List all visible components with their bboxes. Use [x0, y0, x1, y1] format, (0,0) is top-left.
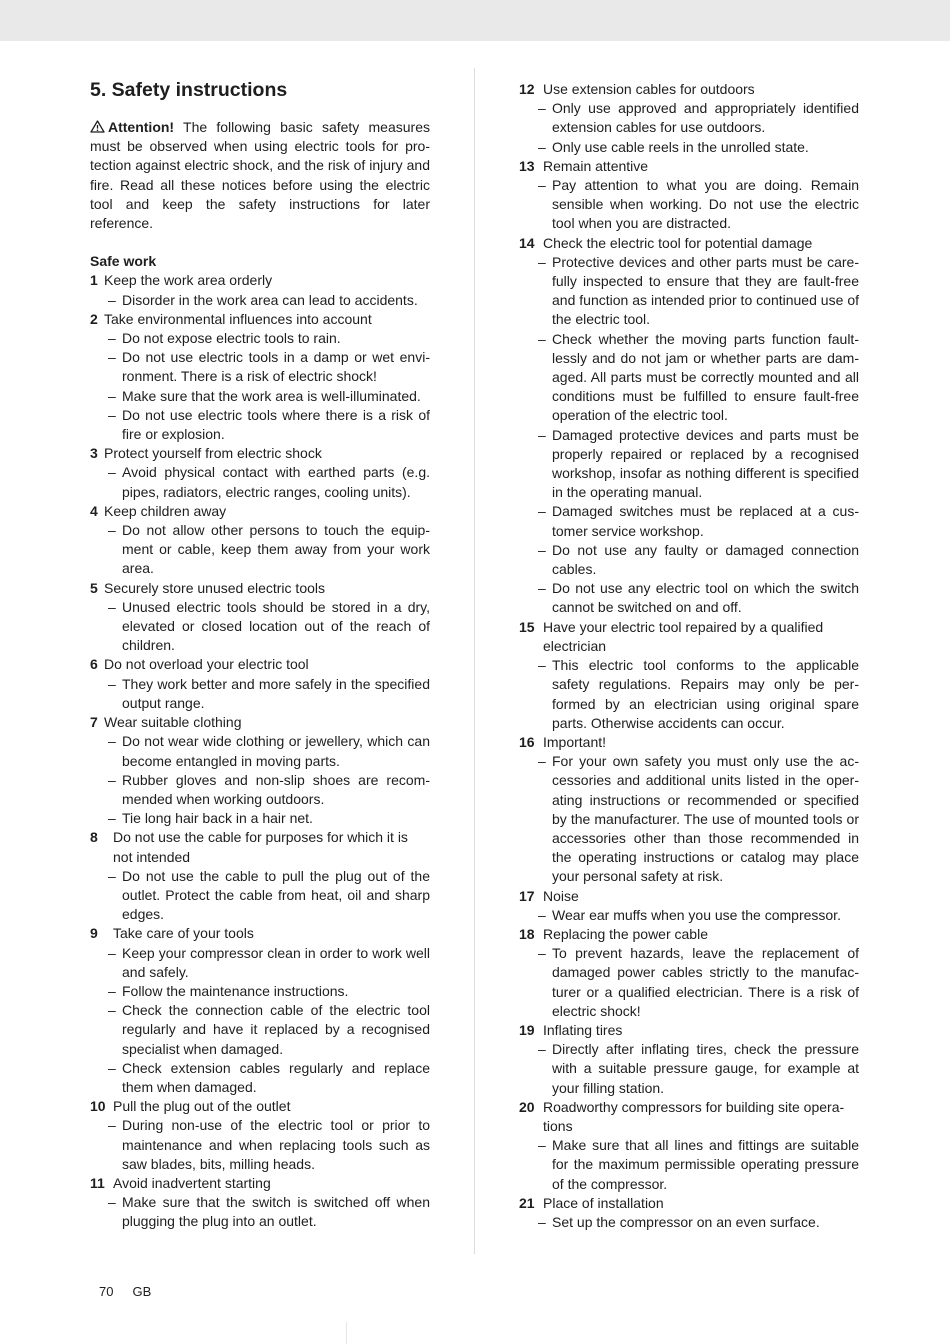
attention-paragraph	[90, 118, 430, 233]
instruction-title: Avoid inadvertent starting	[113, 1174, 271, 1191]
bullet-text: Tie long hair back in a hair net.	[122, 810, 313, 827]
bullet-dash: –	[538, 906, 546, 923]
bullet-item	[519, 1213, 859, 1232]
bullet-item	[519, 138, 859, 157]
instruction-item	[90, 579, 430, 656]
bullet-text: Follow the maintenance instructions.	[122, 982, 349, 999]
bullet-item	[519, 1040, 859, 1098]
instruction-item	[90, 502, 430, 579]
bullet-item	[90, 809, 430, 828]
instruction-item	[90, 655, 430, 713]
bullet-item	[90, 982, 430, 1001]
instruction-heading	[90, 310, 430, 329]
bullet-text: They work better and more safely in the specified output range.	[122, 675, 430, 711]
bullet-dash: –	[108, 522, 116, 539]
bullet-text: This electric tool conforms to the applicable safety regulations. Repairs may only be performed by an electrician using original spare parts. Otherwise accidents can occur.	[552, 657, 859, 731]
bullet-dash: –	[108, 387, 116, 404]
instruction-item	[90, 271, 430, 309]
bullet-text: Do not expose electric tools to rain.	[122, 330, 341, 347]
bullet-dash: –	[538, 138, 546, 155]
bullet-dash: –	[108, 771, 116, 788]
bullet-text: Do not use electric tools in a damp or wet environment. There is a risk of electric shock!	[122, 349, 430, 385]
bullet-dash: –	[538, 1041, 546, 1058]
bullet-item	[90, 675, 430, 713]
bullet-item	[519, 253, 859, 330]
page-footer	[99, 1284, 170, 1299]
instruction-title: Keep the work area orderly	[104, 272, 273, 289]
bullet-text: Make sure that all lines and fittings are suitable for the maximum permissible operating pressure of the compressor.	[552, 1137, 859, 1192]
bullet-text: Do not allow other persons to touch the equipment or cable, keep them away from your work area.	[122, 522, 430, 577]
bullet-text: Do not use the cable to pull the plug out of the outlet. Protect the cable from heat, oil and sharp edges.	[122, 867, 430, 923]
bullet-dash: –	[108, 349, 116, 366]
bullet-text: To prevent hazards, leave the replacement of damaged power cables strictly to the manufacturer or a qualified electrician. There is a risk of electric shock!	[552, 945, 859, 1019]
bullet-item	[519, 656, 859, 733]
instruction-heading	[90, 502, 430, 521]
instruction-item	[519, 618, 859, 733]
bullet-dash: –	[538, 657, 546, 674]
language-code: GB	[132, 1284, 152, 1299]
instruction-title: Have your electric tool repaired by a qualified electrician	[543, 618, 824, 654]
bullet-dash: –	[538, 753, 546, 770]
bullet-dash: –	[538, 1213, 546, 1230]
bullet-text: Only use approved and appropriately identified extension cables for use outdoors.	[552, 100, 859, 136]
instruction-number: 5	[90, 579, 98, 596]
bullet-item	[90, 291, 430, 310]
instruction-number: 15	[519, 618, 535, 635]
bullet-dash: –	[538, 503, 546, 520]
instruction-heading	[519, 1194, 859, 1213]
bullet-text: Wear ear muffs when you use the compressor.	[552, 906, 841, 923]
instruction-heading	[90, 924, 430, 943]
bullet-item	[90, 521, 430, 579]
bullet-text: Damaged switches must be replaced at a customer service workshop.	[552, 503, 859, 539]
instruction-heading	[519, 887, 859, 906]
bullet-dash: –	[108, 291, 116, 308]
instruction-title: Inflating tires	[543, 1021, 623, 1038]
bullet-dash: –	[538, 541, 546, 558]
bullet-dash: –	[108, 1117, 116, 1134]
instruction-item	[519, 1021, 859, 1098]
bullet-dash: –	[538, 330, 546, 347]
warning-icon	[90, 120, 105, 133]
bullet-text: Make sure that the work area is well-illuminated.	[122, 387, 421, 404]
instruction-heading	[90, 1174, 430, 1193]
bullet-text: Do not wear wide clothing or jewellery, which can become entangled in moving parts.	[122, 733, 430, 769]
instruction-number: 10	[90, 1098, 106, 1115]
right-column	[519, 80, 859, 1232]
instruction-number: 6	[90, 656, 98, 673]
instruction-number: 13	[519, 157, 535, 174]
instruction-number: 4	[90, 502, 98, 519]
bullet-item	[90, 732, 430, 770]
bullet-dash: –	[108, 810, 116, 827]
bullet-item	[90, 1193, 430, 1231]
bullet-item	[519, 579, 859, 617]
instruction-title: Securely store unused electric tools	[104, 579, 325, 596]
instruction-item	[519, 1194, 859, 1232]
instruction-number: 2	[90, 310, 98, 327]
instruction-title: Roadworthy compressors for building site operations	[543, 1098, 845, 1134]
bullet-dash: –	[108, 1059, 116, 1076]
instruction-title: Do not use the cable for purposes for which it is not intended	[113, 829, 408, 865]
bullet-item	[519, 1136, 859, 1194]
bullet-item	[90, 1001, 430, 1059]
bullet-text: Make sure that the switch is switched off when plugging the plug into an outlet.	[122, 1194, 430, 1230]
instruction-item	[519, 234, 859, 618]
subheading-safe-work: Safe work	[90, 253, 157, 270]
left-column	[90, 76, 430, 1232]
instruction-heading	[90, 1097, 430, 1116]
bullet-dash: –	[538, 1137, 546, 1154]
instruction-number: 20	[519, 1098, 535, 1115]
page-number: 70	[99, 1284, 114, 1299]
instruction-item	[90, 924, 430, 1097]
bullet-text: Set up the compressor on an even surface.	[552, 1213, 820, 1230]
bullet-text: Only use cable reels in the unrolled state.	[552, 138, 809, 155]
instruction-item	[90, 828, 430, 924]
instruction-heading	[90, 579, 430, 598]
instruction-heading	[519, 618, 859, 656]
instruction-heading	[90, 713, 430, 732]
instruction-title: Do not overload your electric tool	[104, 656, 309, 673]
bullet-item	[90, 771, 430, 809]
section-title: 5. Safety instructions	[90, 79, 288, 101]
instruction-number: 9	[90, 925, 98, 942]
bullet-text: Disorder in the work area can lead to accidents.	[122, 291, 418, 308]
bullet-dash: –	[108, 867, 116, 884]
instruction-heading	[519, 234, 859, 253]
bullet-item	[90, 463, 430, 501]
instruction-heading	[519, 733, 859, 752]
bullet-text: Unused electric tools should be stored in a dry, elevated or closed location out of the reach of children.	[122, 598, 430, 654]
bullet-item	[90, 1059, 430, 1097]
bullet-text: Do not use electric tools where there is a risk of fire or explosion.	[122, 406, 430, 443]
instruction-heading	[90, 271, 430, 290]
bullet-text: Avoid physical contact with earthed parts (e.g. pipes, radiators, electric ranges, cooling units).	[122, 464, 430, 500]
bullet-text: Keep your compressor clean in order to work well and safely.	[122, 944, 430, 980]
instruction-heading	[90, 828, 430, 866]
bullet-item	[519, 752, 859, 886]
bullet-dash: –	[538, 177, 546, 194]
instruction-heading	[90, 444, 430, 463]
bullet-text: Check the connection cable of the electric tool regularly and have it replaced by a recognised specialist when damaged.	[122, 1002, 430, 1057]
bullet-item	[519, 502, 859, 540]
bullet-text: Check whether the moving parts function faultlessly and do not jam or whether parts are damaged. All parts must be correctly mounted and all conditions must be fulfilled to ensure fault-free operation of the electric tool.	[552, 330, 859, 424]
instruction-item	[519, 80, 859, 157]
instruction-item	[90, 310, 430, 444]
bullet-text: Pay attention to what you are doing. Remain sensible when working. Do not use the electric tool when you are distracted.	[552, 177, 859, 232]
bullet-dash: –	[108, 1002, 116, 1019]
bullet-dash: –	[108, 464, 116, 481]
instruction-number: 8	[90, 829, 98, 846]
crop-mark	[346, 1322, 347, 1344]
bullet-item	[519, 330, 859, 426]
bullet-text: Check extension cables regularly and replace them when damaged.	[122, 1059, 430, 1095]
instruction-number: 3	[90, 445, 98, 462]
bullet-item	[90, 406, 430, 444]
instruction-title: Place of installation	[543, 1194, 664, 1211]
bullet-item	[519, 99, 859, 137]
bullet-dash: –	[538, 945, 546, 962]
instruction-heading	[519, 1098, 859, 1136]
instruction-title: Noise	[543, 887, 579, 904]
bullet-dash: –	[108, 598, 116, 615]
instruction-title: Keep children away	[104, 502, 227, 519]
column-divider	[474, 68, 475, 1254]
instruction-item	[90, 1174, 430, 1232]
bullet-text: During non-use of the electric tool or prior to maintenance and when replacing tools such as saw blades, bits, milling heads.	[122, 1117, 430, 1172]
right-instruction-list	[519, 80, 859, 1232]
bullet-text: Rubber gloves and non-slip shoes are recommended when working outdoors.	[122, 771, 430, 807]
bullet-item	[519, 176, 859, 234]
bullet-dash: –	[538, 100, 546, 117]
instruction-title: Take environmental influences into account	[104, 310, 372, 327]
bullet-item	[519, 906, 859, 925]
bullet-dash: –	[108, 944, 116, 961]
bullet-item	[90, 944, 430, 982]
bullet-item	[90, 387, 430, 406]
instruction-number: 12	[519, 81, 535, 97]
top-bar	[0, 0, 950, 41]
instruction-number: 7	[90, 714, 98, 731]
bullet-item	[519, 426, 859, 503]
bullet-dash: –	[108, 330, 116, 347]
instruction-heading	[519, 80, 859, 99]
bullet-dash: –	[108, 675, 116, 692]
instruction-title: Remain attentive	[543, 157, 649, 174]
bullet-text: Do not use any faulty or damaged connection cables.	[552, 541, 859, 578]
instruction-number: 14	[519, 234, 535, 251]
instruction-title: Check the electric tool for potential damage	[543, 234, 813, 251]
bullet-item	[519, 944, 859, 1021]
bullet-item	[90, 348, 430, 386]
instruction-item	[519, 925, 859, 1021]
bullet-dash: –	[108, 1194, 116, 1211]
instruction-title: Use extension cables for outdoors	[543, 81, 755, 97]
bullet-dash: –	[538, 253, 546, 270]
instruction-item	[90, 1097, 430, 1174]
instruction-number: 1	[90, 272, 98, 289]
bullet-text: Directly after inflating tires, check the pressure with a suitable pressure gauge, for example at your filling station.	[552, 1041, 859, 1096]
instruction-title: Wear suitable clothing	[104, 714, 242, 731]
attention-text: The following basic safety measures must be observed when using electric tools for protection against electric shock, and the risk of injury and fire. Read all these notices before using the electric tool and keep the safety instructions for later reference.	[90, 119, 430, 232]
bullet-text: Damaged protective devices and parts must be properly repaired or replaced by a recognised workshop, insofar as nothing different is specified in the operating manual.	[552, 426, 859, 501]
instruction-number: 19	[519, 1021, 535, 1038]
bullet-item	[90, 867, 430, 925]
bullet-dash: –	[108, 733, 116, 750]
instruction-title: Pull the plug out of the outlet	[113, 1098, 291, 1115]
attention-label: Attention!	[108, 119, 175, 135]
instruction-heading	[90, 655, 430, 674]
instruction-number: 16	[519, 733, 535, 750]
instruction-item	[519, 1098, 859, 1194]
bullet-dash: –	[538, 426, 546, 443]
instruction-number: 21	[519, 1194, 535, 1211]
instruction-title: Protect yourself from electric shock	[104, 445, 322, 462]
instruction-item	[519, 733, 859, 887]
bullet-text: Protective devices and other parts must be carefully inspected to ensure that they are fault-free and function as intended prior to continued use of the electric tool.	[552, 253, 859, 328]
instruction-title: Important!	[543, 733, 607, 750]
left-instruction-list	[90, 271, 430, 1231]
instruction-number: 18	[519, 925, 535, 942]
bullet-item	[90, 598, 430, 656]
bullet-text: For your own safety you must only use the accessories and additional units listed in the operating instructions or recommended or specified by the manufacturer. The use of mounted tools or accessories other than those recommended in the operating instructions or catalog may place your personal safety at risk.	[552, 753, 859, 885]
instruction-number: 11	[90, 1174, 105, 1191]
instruction-item	[519, 887, 859, 925]
bullet-dash: –	[108, 982, 116, 999]
bullet-item	[90, 329, 430, 348]
instruction-heading	[519, 925, 859, 944]
instruction-title: Take care of your tools	[113, 925, 254, 942]
instruction-heading	[519, 157, 859, 176]
bullet-item	[519, 541, 859, 579]
bullet-dash: –	[538, 580, 546, 597]
instruction-number: 17	[519, 887, 535, 904]
bullet-text: Do not use any electric tool on which the switch cannot be switched on and off.	[552, 580, 859, 616]
instruction-item	[90, 713, 430, 828]
instruction-item	[519, 157, 859, 234]
bullet-item	[90, 1116, 430, 1174]
instruction-item	[90, 444, 430, 502]
bullet-dash: –	[108, 406, 116, 423]
instruction-heading	[519, 1021, 859, 1040]
instruction-title: Replacing the power cable	[543, 925, 708, 942]
